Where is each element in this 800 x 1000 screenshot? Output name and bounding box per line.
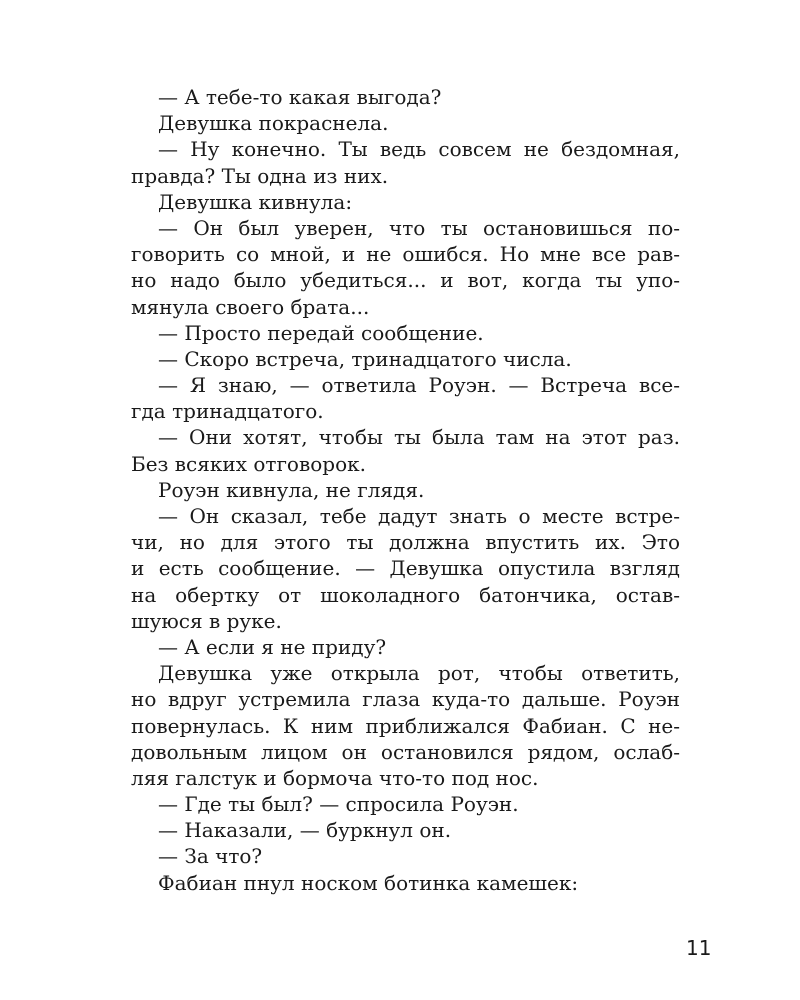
text-line: гда тринадцатого. xyxy=(131,399,324,424)
text-line: но вдруг устремила глаза куда-то дальше. Роуэн xyxy=(131,687,680,712)
text-line: Девушка кивнула: xyxy=(158,189,353,214)
text-line: чи, но для этого ты должна впустить их. Это xyxy=(131,530,680,555)
text-line: говорить со мной, и не ошибся. Но мне все рав- xyxy=(131,242,680,267)
text-line: правда? Ты одна из них. xyxy=(131,163,389,188)
text-line: — Просто передай сообщение. xyxy=(158,320,484,345)
text-line: — А тебе-то какая выгода? xyxy=(158,85,442,109)
text-line: — Наказали, — буркнул он. xyxy=(158,818,452,843)
text-line: — Я знаю, — ответила Роуэн. — Встреча все- xyxy=(158,373,680,398)
text-line: но надо было убедиться... и вот, когда ты упо- xyxy=(131,268,680,293)
text-line: Девушка покраснела. xyxy=(158,111,389,136)
text-line: — А если я не приду? xyxy=(158,634,387,659)
text-line: — Он был уверен, что ты остановишься по- xyxy=(158,215,680,240)
text-line: — Скоро встреча, тринадцатого числа. xyxy=(158,346,572,371)
text-line: — Ну конечно. Ты ведь совсем не бездомная, xyxy=(158,137,680,162)
text-line: Без всяких отговорок. xyxy=(131,451,366,476)
text-line: Роуэн кивнула, не глядя. xyxy=(158,477,425,502)
text-line: шуюся в руке. xyxy=(131,608,282,633)
page-number: 11 xyxy=(686,936,712,960)
text-line: повернулась. К ним приближался Фабиан. С не- xyxy=(131,713,680,738)
text-line: мянула своего брата... xyxy=(131,294,370,319)
text-line: — Он сказал, тебе дадут знать о месте встре- xyxy=(158,504,680,528)
text-line: — Где ты был? — спросила Роуэн. xyxy=(158,792,519,817)
text-line: — За что? xyxy=(158,844,263,869)
text-line: Фабиан пнул носком ботинка камешек: xyxy=(158,870,579,895)
text-line: и есть сообщение. — Девушка опустила взгляд xyxy=(131,556,680,581)
text-line: — Они хотят, чтобы ты была там на этот раз. xyxy=(158,425,680,450)
text-line: ляя галстук и бормоча что-то под нос. xyxy=(131,765,539,790)
text-line: довольным лицом он остановился рядом, ослаб- xyxy=(131,739,680,764)
text-line: Девушка уже открыла рот, чтобы ответить, xyxy=(158,661,680,686)
body-text xyxy=(131,84,680,896)
text-line: на обертку от шоколадного батончика, остав- xyxy=(131,582,680,607)
